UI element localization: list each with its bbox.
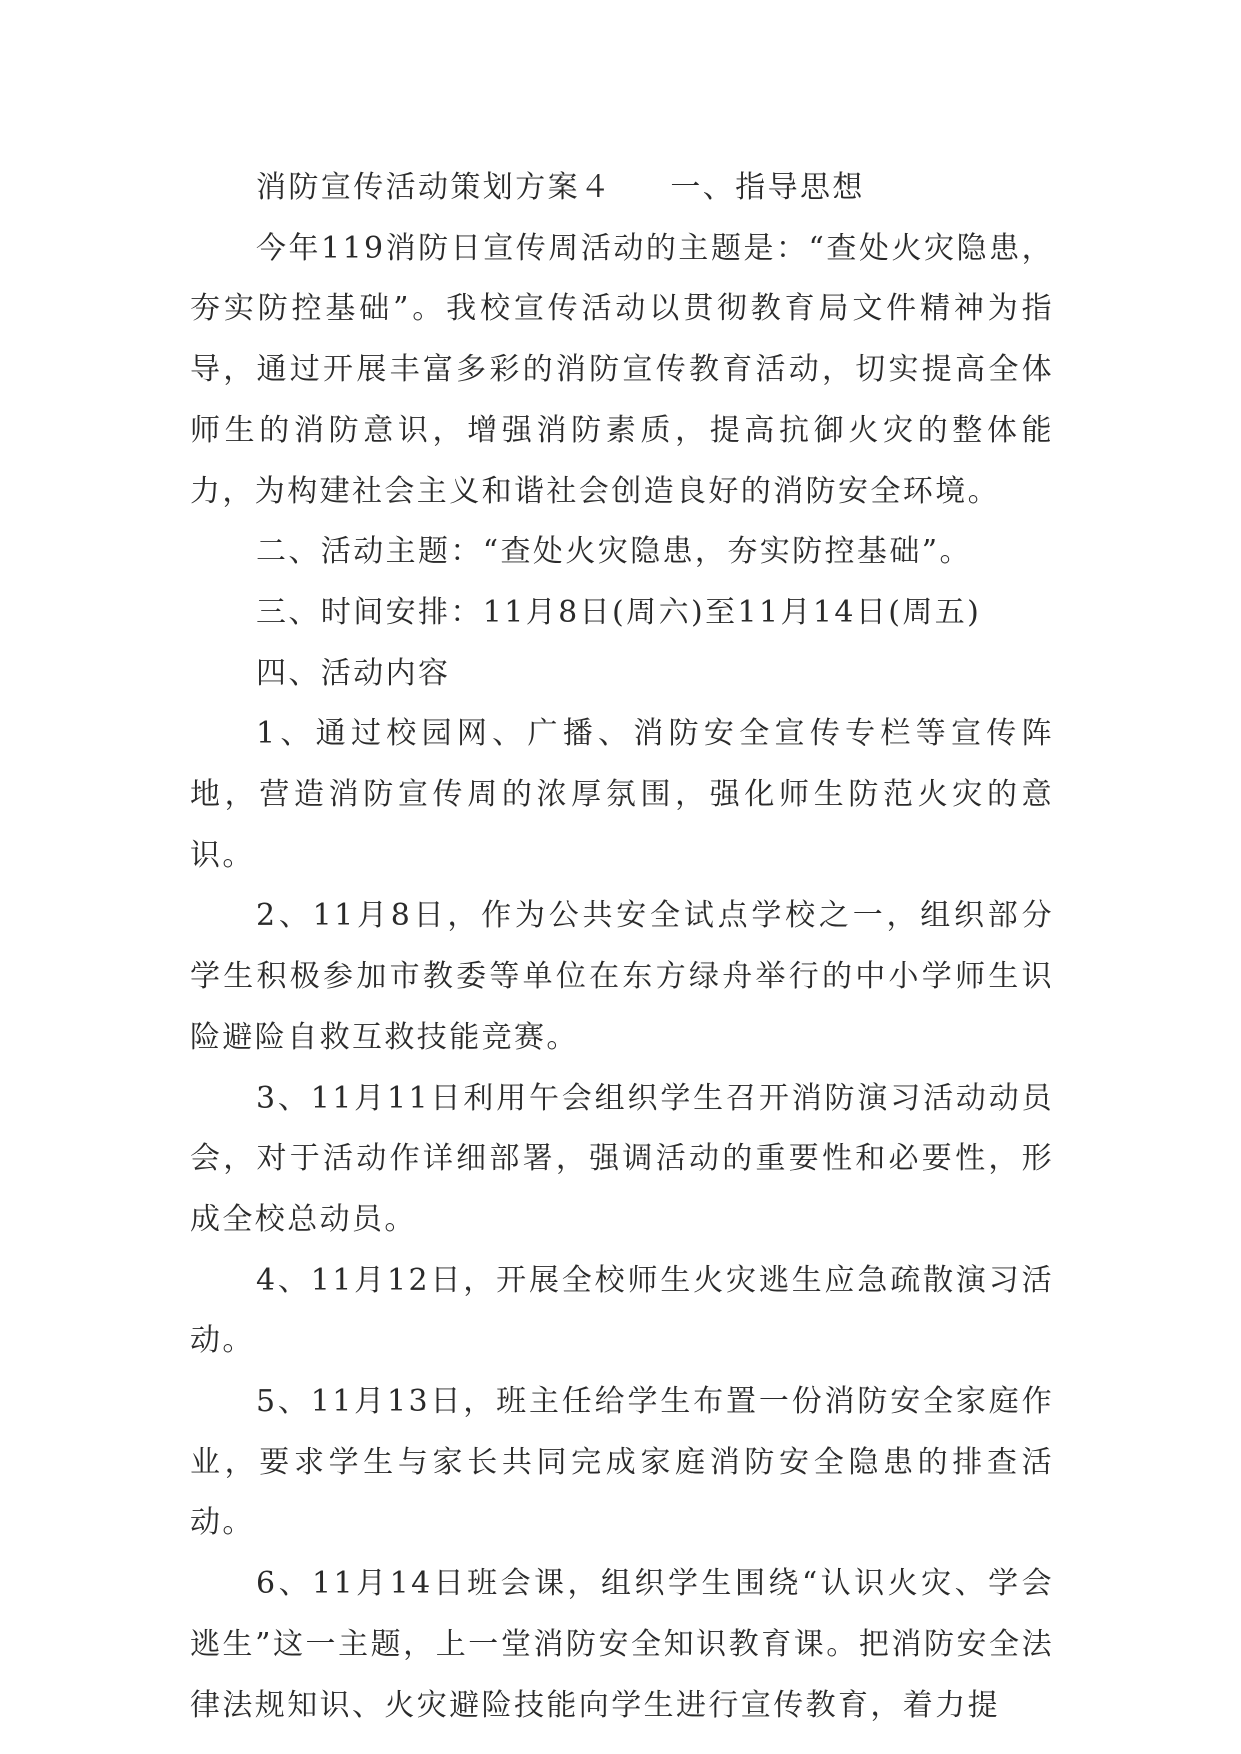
paragraph-item-2: 2、11月8日，作为公共安全试点学校之一，组织部分学生积极参加市教委等单位在东方绿舟举行的中小学师生识险避险自救互救技能竞赛。 bbox=[190, 898, 1054, 1055]
title-line bbox=[190, 158, 1054, 219]
paragraph-schedule: 三、时间安排：11月8日(周六)至11月14日(周五) bbox=[256, 594, 982, 630]
paragraph-item-3: 3、11月11日利用午会组织学生召开消防演习活动动员会，对于活动作详细部署，强调活动的重要性和必要性，形成全校总动员。 bbox=[190, 1080, 1054, 1237]
section-heading-guiding-ideology: 一、指导思想 bbox=[670, 170, 865, 205]
paragraph-activity-theme: 二、活动主题：“查处火灾隐患，夯实防控基础”。 bbox=[256, 534, 972, 570]
paragraph-item-5: 5、11月13日，班主任给学生布置一份消防安全家庭作业，要求学生与家长共同完成家庭消防安全隐患的排查活动。 bbox=[190, 1384, 1054, 1541]
paragraph-item-4: 4、11月12日，开展全校师生火灾逃生应急疏散演习活动。 bbox=[190, 1262, 1054, 1359]
document-title: 消防宣传活动策划方案４ bbox=[256, 170, 613, 205]
paragraph-content-heading: 四、活动内容 bbox=[256, 655, 451, 691]
paragraph-item-1: 1、通过校园网、广播、消防安全宣传专栏等宣传阵地，营造消防宣传周的浓厚氛围，强化师生防范火灾的意识。 bbox=[190, 716, 1054, 873]
paragraph-theme-intro: 今年119消防日宣传周活动的主题是：“查处火灾隐患，夯实防控基础”。我校宣传活动以贯彻教育局文件精神为指导，通过开展丰富多彩的消防宣传教育活动，切实提高全体师生的消防意识，增强消防素质，提高抗御火灾的整体能力，为构建社会主义和谐社会创造良好的消防安全环境。 bbox=[190, 230, 1054, 509]
paragraph-item-6: 6、11月14日班会课，组织学生围绕“认识火灾、学会逃生”这一主题，上一堂消防安全知识教育课。把消防安全法律法规知识、火灾避险技能向学生进行宣传教育，着力提 bbox=[190, 1566, 1054, 1723]
document-body bbox=[190, 158, 1054, 1736]
